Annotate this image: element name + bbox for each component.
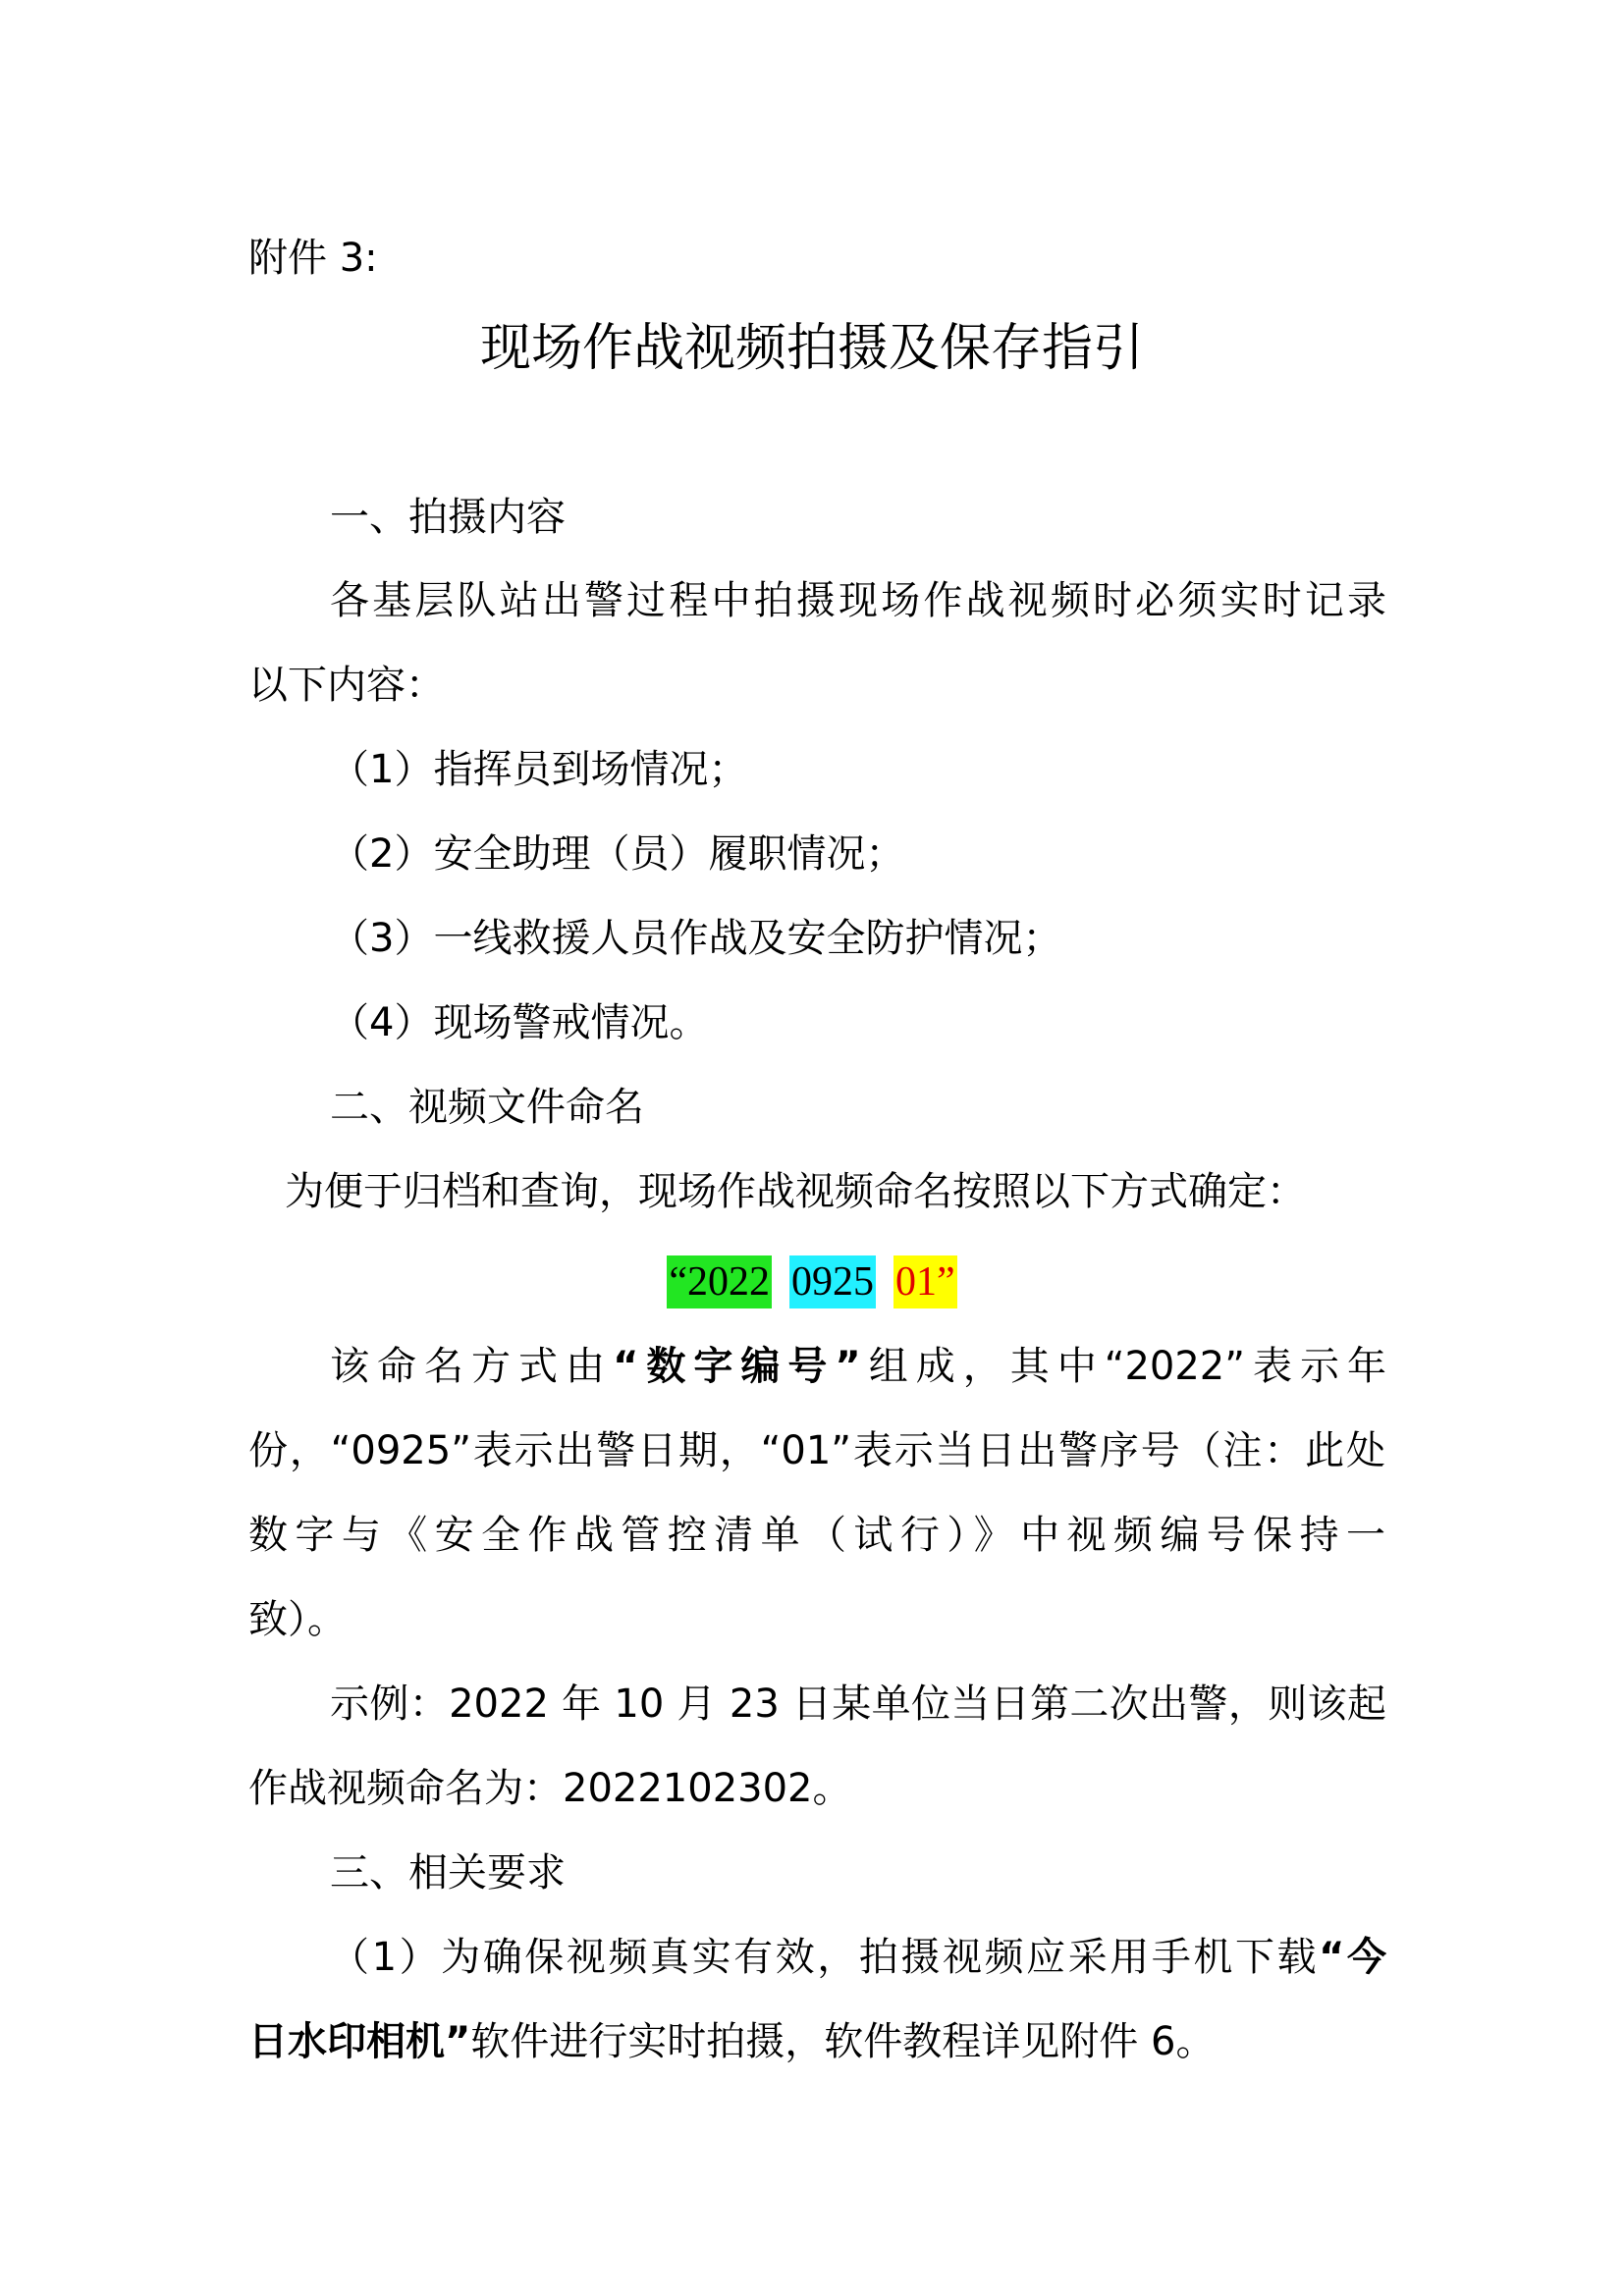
section2-desc-line2: 份，“0925”表示出警日期，“01”表示当日出警序号（注：此处 <box>248 1428 1385 1473</box>
section-heading-1: 一、拍摄内容 <box>330 495 566 540</box>
req1-bold-b: 日水印相机” <box>248 2019 471 2064</box>
req1-bold-a: “今 <box>1319 1935 1386 1980</box>
example-year: “2022 <box>667 1255 772 1308</box>
req1-text-a: （1）为确保视频真实有效，拍摄视频应采用手机下载 <box>330 1935 1320 1980</box>
section2-intro: 为便于归档和查询，现场作战视频命名按照以下方式确定： <box>285 1169 1306 1214</box>
section-heading-3: 三、相关要求 <box>330 1850 566 1896</box>
example-sequence: 01” <box>893 1255 957 1308</box>
section1-intro-line2: 以下内容： <box>248 663 445 708</box>
list-item: （2）安全助理（员）履职情况； <box>330 831 905 877</box>
req1-text-b: 软件进行实时拍摄，软件教程详见附件 6。 <box>470 2019 1216 2064</box>
section2-example-line2: 作战视频命名为：2022102302。 <box>248 1766 852 1811</box>
desc-text-a: 该命名方式由 <box>330 1344 614 1389</box>
section2-desc-line1 <box>330 1337 1386 1396</box>
section3-req1-line1 <box>330 1928 1386 1987</box>
list-item: （4）现场警戒情况。 <box>330 1000 709 1045</box>
list-item: （3）一线救援人员作战及安全防护情况； <box>330 916 1062 961</box>
section-heading-2: 二、视频文件命名 <box>330 1085 644 1130</box>
list-item: （1）指挥员到场情况； <box>330 747 748 792</box>
attachment-label: 附件 3: <box>248 236 378 281</box>
naming-example <box>0 1255 1624 1309</box>
section2-desc-line4: 致）。 <box>248 1597 347 1642</box>
desc-bold-term: “数字编号” <box>613 1344 861 1389</box>
section2-example-line1: 示例：2022 年 10 月 23 日某单位当日第二次出警，则该起 <box>330 1682 1386 1727</box>
example-date: 0925 <box>789 1255 876 1308</box>
page-title: 现场作战视频拍摄及保存指引 <box>479 319 1144 378</box>
section2-desc-line3: 数字与《安全作战管控清单（试行）》中视频编号保持一 <box>248 1513 1385 1558</box>
desc-text-b: 组成，其中“2022”表示年 <box>860 1344 1387 1389</box>
section3-req1-line2 <box>248 2012 1215 2071</box>
section1-intro-line1: 各基层队站出警过程中拍摄现场作战视频时必须实时记录 <box>330 578 1386 623</box>
